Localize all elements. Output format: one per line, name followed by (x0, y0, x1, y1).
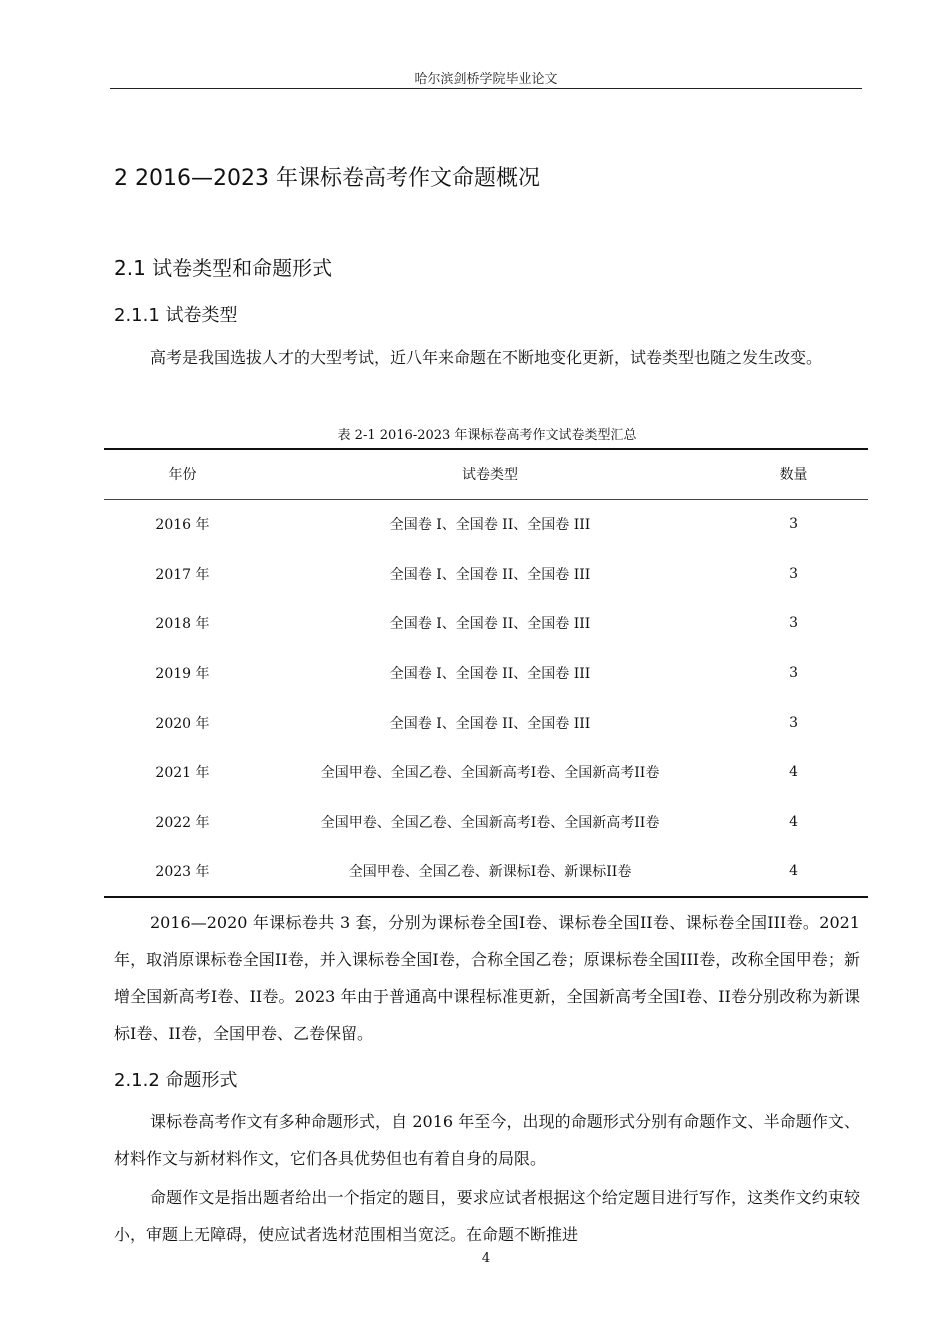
page-header-title: 哈尔滨剑桥学院毕业论文 (414, 72, 558, 87)
subsection-title-question-forms: 2.1.2 命题形式 (114, 1070, 238, 1091)
paper-type-cell: 全国甲卷、全国乙卷、全国新高考I卷、全国新高考II卷 (320, 765, 660, 782)
year-cell: 2018 年 (155, 616, 210, 633)
count-cell: 4 (789, 764, 799, 781)
column-header-count: 数量 (719, 449, 868, 499)
table-row (104, 648, 868, 698)
paper-type-cell: 全国卷 I、全国卷 II、全国卷 III (389, 517, 591, 534)
table-row (104, 847, 868, 897)
paper-type-summary-table (104, 448, 868, 898)
section-title: 2.1 试卷类型和命题形式 (114, 256, 333, 280)
paper-type-cell: 全国甲卷、全国乙卷、新课标I卷、新课标II卷 (261, 847, 719, 897)
count-cell: 3 (789, 615, 799, 632)
count-cell: 3 (789, 664, 799, 681)
question-forms-paragraph: 课标卷高考作文有多种命题形式，自 2016 年至今，出现的命题形式分别有命题作文、半命题作文、材料作文与新材料作文，它们各具优势但也有着自身的局限。 (114, 1112, 860, 1168)
paper-type-changes-paragraph: 2016—2020 年课标卷共 3 套，分别为课标卷全国I卷、课标卷全国II卷、课标卷全国III卷。2021 年，取消原课标卷全国II卷，并入课标卷全国I卷，合称全国乙卷；原课标卷全国III卷，改称全国甲卷；新增全国新高考I卷、II卷。2023 年由于普通高中课程标准更新，全国新高考全国I卷、II卷分别改称为新课标I卷、II卷，全国甲卷、乙卷保留。 (114, 913, 860, 1043)
count-cell: 4 (719, 847, 868, 897)
year-cell: 2023 年 (104, 847, 261, 897)
year-cell: 2017 年 (155, 566, 210, 583)
table-caption: 表 2-1 2016-2023 年课标卷高考作文试卷类型汇总 (337, 428, 637, 443)
column-header-year: 年份 (104, 449, 261, 499)
table-row (104, 747, 868, 797)
year-cell: 2016 年 (155, 517, 210, 534)
table-header-row (104, 449, 868, 499)
paper-type-cell: 全国卷 I、全国卷 II、全国卷 III (389, 715, 591, 732)
table-row (104, 797, 868, 847)
year-cell: 2020 年 (155, 715, 210, 732)
year-cell: 2021 年 (155, 765, 210, 782)
count-cell: 3 (789, 714, 799, 731)
column-header-paper-type: 试卷类型 (261, 449, 719, 499)
table-row (104, 499, 868, 549)
paper-type-cell: 全国卷 I、全国卷 II、全国卷 III (389, 665, 591, 682)
subsection-title-paper-types: 2.1.1 试卷类型 (114, 305, 238, 326)
paper-type-cell: 全国卷 I、全国卷 II、全国卷 III (389, 566, 591, 583)
year-cell: 2022 年 (155, 814, 210, 831)
table-row (104, 598, 868, 648)
paper-type-cell: 全国甲卷、全国乙卷、全国新高考I卷、全国新高考II卷 (320, 814, 660, 831)
chapter-title: 2 2016—2023 年课标卷高考作文命题概况 (114, 166, 540, 191)
header-divider (110, 88, 862, 89)
topic-essay-paragraph: 命题作文是指出题者给出一个指定的题目，要求应试者根据这个给定题目进行写作，这类作文约束较小，审题上无障碍，使应试者选材范围相当宽泛。在命题不断推进 (114, 1188, 860, 1244)
count-cell: 3 (789, 516, 799, 533)
page-number: 4 (481, 1251, 491, 1266)
year-cell: 2019 年 (155, 665, 210, 682)
table-row (104, 698, 868, 748)
count-cell: 4 (789, 813, 799, 830)
paper-type-cell: 全国卷 I、全国卷 II、全国卷 III (389, 616, 591, 633)
intro-paragraph: 高考是我国选拔人才的大型考试，近八年来命题在不断地变化更新，试卷类型也随之发生改变。 (150, 348, 823, 367)
table-row (104, 549, 868, 599)
count-cell: 3 (789, 565, 799, 582)
